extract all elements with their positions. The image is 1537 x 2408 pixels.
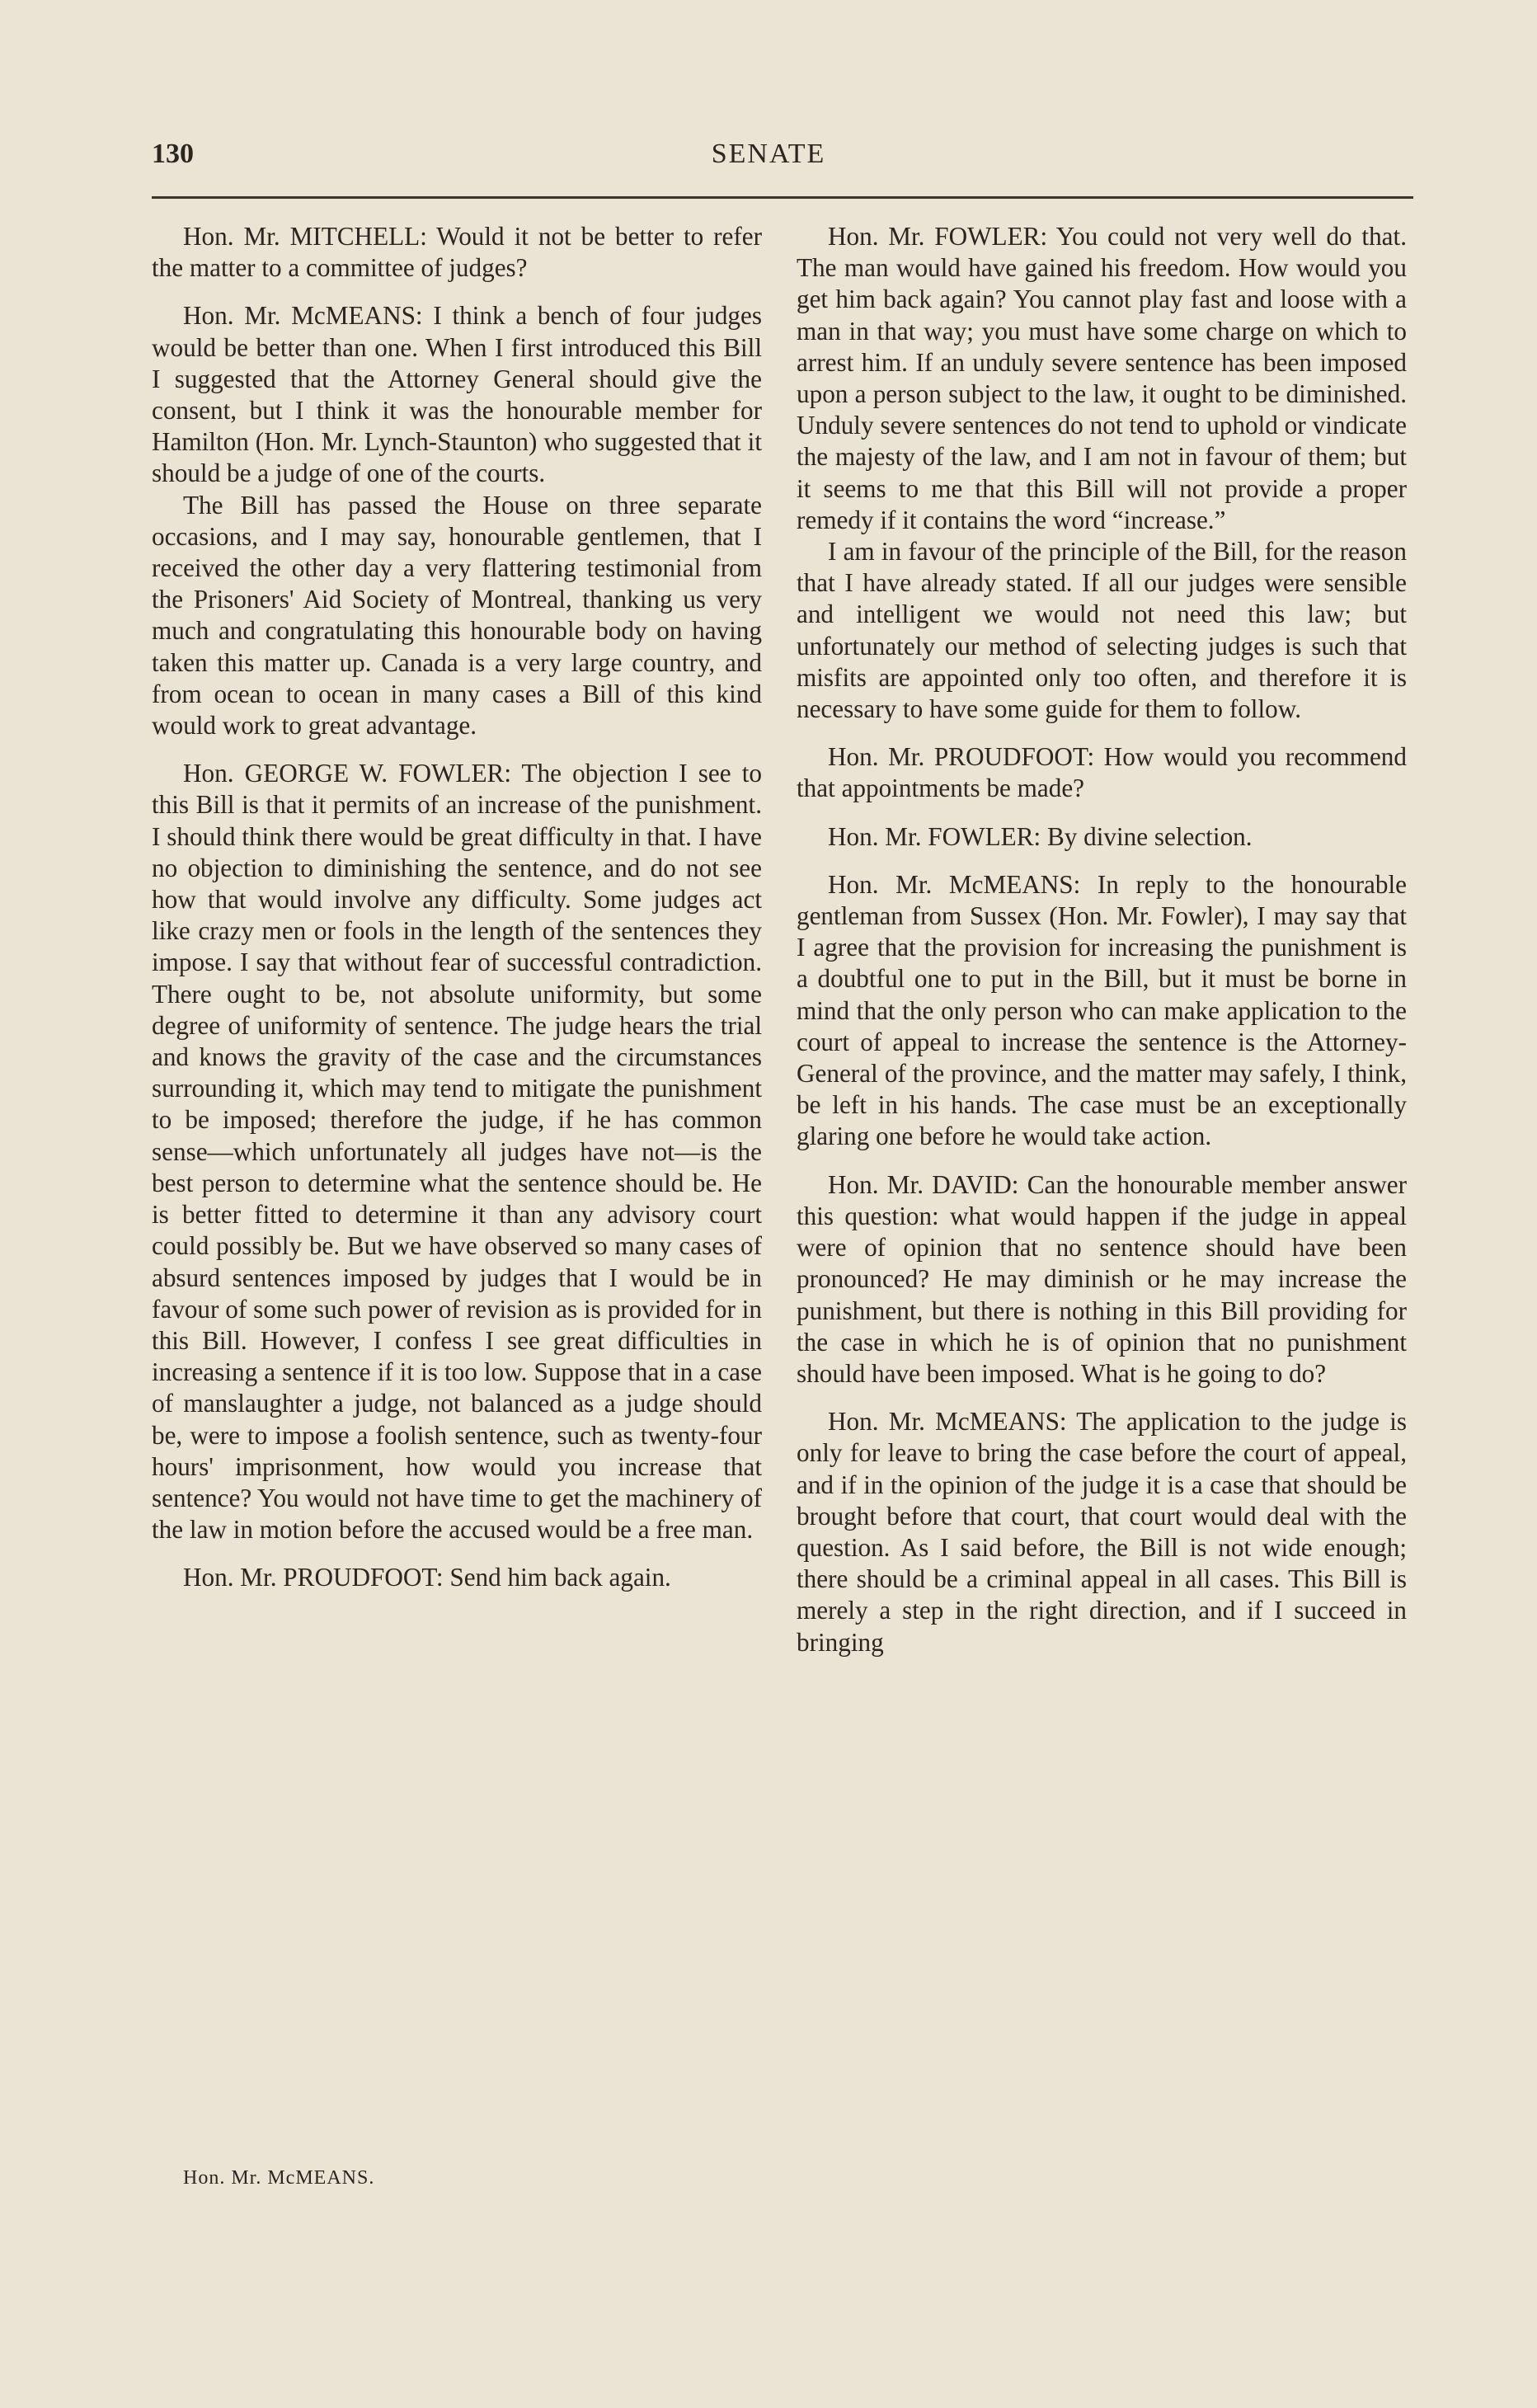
footer-catchword: Hon. Mr. McMEANS. xyxy=(183,2167,375,2189)
paragraph: Hon. Mr. McMEANS: In reply to the honourable gentleman from Sussex (Hon. Mr. Fowler), I may say that I agree that the provision for increasing the punishment is a doubtful one to put in the Bill, but it must be borne in mind that the only person who can make application to the court of appeal to increase the sentence is the Attorney-General of the province, and the matter may safely, I think, be left in his hands. The case must be an exceptionally glaring one before he would take action. xyxy=(797,869,1407,1151)
paragraph: Hon. Mr. PROUDFOOT: How would you recommend that appointments be made? xyxy=(797,742,1407,803)
right-column xyxy=(797,221,1407,1658)
running-head: SENATE xyxy=(711,139,826,169)
paragraph: Hon. Mr. PROUDFOOT: Send him back again. xyxy=(183,1563,671,1592)
header-rule xyxy=(152,196,1413,199)
paragraph: Hon. Mr. FOWLER: You could not very well do that. The man would have gained his freedom. How would you get him back again? You cannot play fast and loose with a man in that way; you must have some charge on which to arrest him. If an unduly severe sentence has been imposed upon a person subject to the law, it ought to be diminished. Unduly severe sentences do not tend to uphold or vindicate the majesty of the law, and I am not in favour of them; but it seems to me that this Bill will not provide a proper remedy if it contains the word “increase.” xyxy=(797,222,1407,534)
paragraph: Hon. Mr. DAVID: Can the honourable member answer this question: what would happen if the judge in appeal were of opinion that no sentence should have been pronounced? He may diminish or he may increase the punishment, but there is nothing in this Bill providing for the case in which he is of opinion that no punishment should have been imposed. What is he going to do? xyxy=(797,1169,1407,1388)
paragraph: Hon. Mr. McMEANS: I think a bench of four judges would be better than one. When I first introduced this Bill I suggested that the Attorney General should give the consent, but I think it was the honourable member for Hamilton (Hon. Mr. Lynch-Staunton) who suggested that it should be a judge of one of the courts. xyxy=(152,301,762,488)
paragraph: The Bill has passed the House on three separate occasions, and I may say, honourable gentlemen, that I received the other day a very flattering testimonial from the Prisoners' Aid Society of Montreal, thanking us very much and congratulating this honourable body on having taken this matter up. Canada is a very large country, and from ocean to ocean in many cases a Bill of this kind would work to great advantage. xyxy=(152,490,762,741)
page-number: 130 xyxy=(152,139,194,169)
paragraph: I am in favour of the principle of the Bill, for the reason that I have already stated. If all our judges were sensible and intelligent we would not need this law; but unfortunately our method of selecting judges is such that misfits are appointed only too often, and therefore it is necessary to have some guide for them to follow. xyxy=(797,537,1407,724)
paragraph: Hon. Mr. McMEANS: The application to the judge is only for leave to bring the case before the court of appeal, and if in the opinion of the judge it is a case that should be brought before that court, that court would deal with the question. As I said before, the Bill is not wide enough; there should be a criminal appeal in all cases. This Bill is merely a step in the right direction, and if I succeed in bringing xyxy=(797,1407,1407,1657)
paragraph: Hon. Mr. MITCHELL: Would it not be better to refer the matter to a committee of judges? xyxy=(152,222,762,283)
paragraph: Hon. GEORGE W. FOWLER: The objection I see to this Bill is that it permits of an increase of the punishment. I should think there would be great difficulty in that. I have no objection to diminishing the sentence, and do not see how that would involve any difficulty. Some judges act like crazy men or fools in the length of the sentences they impose. I say that without fear of successful contradiction. There ought to be, not absolute uniformity, but some degree of uniformity of sentence. The judge hears the trial and knows the gravity of the case and the circumstances surrounding it, which may tend to mitigate the punishment to be imposed; therefore the judge, if he has common sense—which unfortunately all judges have not—is the best person to determine what the sentence should be. He is better fitted to determine it than any advisory court could possibly be. But we have observed so many cases of absurd sentences imposed by judges that I would be in favour of some such power of revision as is provided for in this Bill. However, I confess I see great difficulties in increasing a sentence if it is too low. Suppose that in a case of manslaughter a judge, not balanced as a judge should be, were to impose a foolish sentence, such as twenty-four hours' imprisonment, how would you increase that sentence? You would not have time to get the machinery of the law in motion before the accused would be a free man. xyxy=(152,759,762,1545)
left-column xyxy=(152,221,762,1594)
paragraph: Hon. Mr. FOWLER: By divine selection. xyxy=(828,821,1253,851)
